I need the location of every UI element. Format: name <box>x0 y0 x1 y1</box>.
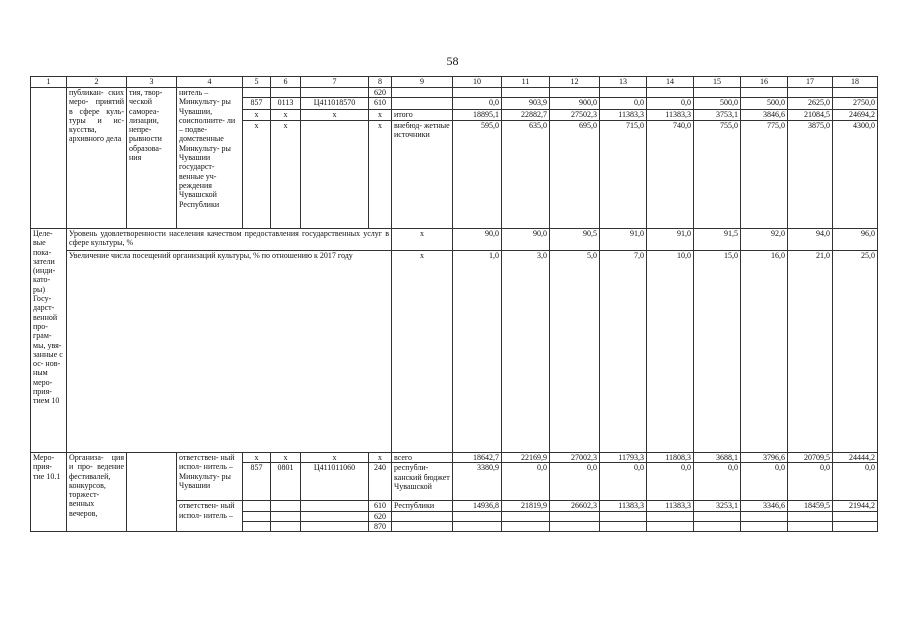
value-cell: 91,0 <box>647 229 694 251</box>
source-cell: внебюд- жетные источники <box>392 120 453 228</box>
value-cell: 3346,6 <box>741 501 788 511</box>
table-row <box>31 88 878 98</box>
value-cell: 0,0 <box>502 463 550 501</box>
value-cell: 15,0 <box>694 251 741 453</box>
value-cell <box>694 88 741 98</box>
expense-type-cell: 870 <box>369 521 392 531</box>
value-cell: 0,0 <box>694 463 741 501</box>
header-cell: 17 <box>788 77 833 88</box>
value-cell: 16,0 <box>741 251 788 453</box>
header-cell: 18 <box>833 77 878 88</box>
value-cell: 1,0 <box>453 251 502 453</box>
value-cell: 92,0 <box>741 229 788 251</box>
value-cell: 715,0 <box>600 120 647 228</box>
indicator-text-cell: Увеличение числа посещений организаций культуры, % по отношению к 2017 году <box>67 251 392 453</box>
header-cell: 10 <box>453 77 502 88</box>
value-cell: 27502,3 <box>550 110 600 120</box>
grbs-cell: x <box>243 453 271 463</box>
value-cell: 96,0 <box>833 229 878 251</box>
target-article-cell <box>301 521 369 531</box>
header-cell: 9 <box>392 77 453 88</box>
value-cell: 595,0 <box>453 120 502 228</box>
value-cell <box>502 88 550 98</box>
header-cell: 4 <box>177 77 243 88</box>
value-cell: 11808,3 <box>647 453 694 463</box>
executor-cell: ответствен- ный испол- нитель – <box>177 501 243 532</box>
budget-table <box>30 76 878 532</box>
value-cell: 90,0 <box>453 229 502 251</box>
value-cell <box>741 88 788 98</box>
source-cell: всего <box>392 453 453 463</box>
grbs-cell <box>243 501 271 511</box>
value-cell: 500,0 <box>741 98 788 110</box>
grbs-cell: x <box>243 110 271 120</box>
value-cell <box>694 521 741 531</box>
value-cell <box>647 521 694 531</box>
value-cell: 903,9 <box>502 98 550 110</box>
value-cell: 0,0 <box>647 463 694 501</box>
grbs-cell <box>243 511 271 521</box>
value-cell <box>647 88 694 98</box>
value-cell: 740,0 <box>647 120 694 228</box>
value-cell <box>833 88 878 98</box>
value-cell: 11383,3 <box>600 110 647 120</box>
value-cell: 11383,3 <box>647 110 694 120</box>
value-cell: 0,0 <box>453 98 502 110</box>
value-cell: 5,0 <box>550 251 600 453</box>
indicator-text-cell: Уровень удовлетворенности населения качеством предоставления государственных услуг в сфере культуры, % <box>67 229 392 251</box>
value-cell: 21944,2 <box>833 501 878 511</box>
grbs-cell <box>243 521 271 531</box>
value-cell: 0,0 <box>788 463 833 501</box>
value-cell: 2750,0 <box>833 98 878 110</box>
value-cell: 18642,7 <box>453 453 502 463</box>
target-article-cell: x <box>301 110 369 120</box>
value-cell <box>550 521 600 531</box>
section-cell: x <box>271 120 301 228</box>
expense-type-cell: 240 <box>369 463 392 501</box>
value-cell: 10,0 <box>647 251 694 453</box>
page-number: 58 <box>446 54 459 68</box>
value-cell: 0,0 <box>600 463 647 501</box>
value-cell: 90,0 <box>502 229 550 251</box>
value-cell: 91,0 <box>600 229 647 251</box>
section-cell <box>271 511 301 521</box>
source-cell <box>392 521 453 531</box>
header-cell: 13 <box>600 77 647 88</box>
target-article-cell: Ц411011060 <box>301 463 369 501</box>
value-cell: 635,0 <box>502 120 550 228</box>
source-cell: x <box>392 229 453 251</box>
header-cell: 1 <box>31 77 67 88</box>
header-row <box>31 77 878 88</box>
value-cell <box>453 88 502 98</box>
value-cell <box>502 521 550 531</box>
cell-empty <box>31 88 67 229</box>
header-cell: 3 <box>127 77 177 88</box>
value-cell: 755,0 <box>694 120 741 228</box>
value-cell <box>788 88 833 98</box>
measure-label-cell: Меро- прия- тие 10.1 <box>31 453 67 532</box>
source-cell <box>392 88 453 98</box>
cell-empty <box>127 453 177 532</box>
value-cell <box>600 88 647 98</box>
source-cell: Республики <box>392 501 453 511</box>
value-cell: 4300,0 <box>833 120 878 228</box>
table-row <box>31 251 878 453</box>
value-cell <box>502 511 550 521</box>
header-cell: 16 <box>741 77 788 88</box>
value-cell <box>453 511 502 521</box>
value-cell <box>600 521 647 531</box>
section-cell <box>271 88 301 98</box>
value-cell: 0,0 <box>833 463 878 501</box>
expense-type-cell: x <box>369 453 392 463</box>
expense-type-cell: 610 <box>369 98 392 110</box>
value-cell: 695,0 <box>550 120 600 228</box>
target-article-cell <box>301 511 369 521</box>
executor-cell: нитель – Минкульту- ры Чувашии, соисполните- ли – подве- домственные Минкульту- ры Чувашии государст- венные уч- реждения Чувашской Республики <box>177 88 243 229</box>
header-cell: 5 <box>243 77 271 88</box>
grbs-cell <box>243 88 271 98</box>
value-cell: 0,0 <box>647 98 694 110</box>
target-article-cell: x <box>301 453 369 463</box>
section-cell: 0801 <box>271 463 301 501</box>
value-cell: 18459,5 <box>788 501 833 511</box>
expense-type-cell: 610 <box>369 501 392 511</box>
value-cell: 900,0 <box>550 98 600 110</box>
value-cell <box>741 511 788 521</box>
header-cell: 8 <box>369 77 392 88</box>
source-cell <box>392 98 453 110</box>
value-cell <box>550 88 600 98</box>
value-cell: 24444,2 <box>833 453 878 463</box>
value-cell <box>833 521 878 531</box>
expense-type-cell: 620 <box>369 511 392 521</box>
executor-cell: ответствен- ный испол- нитель – Минкульту- ры Чувашии <box>177 453 243 501</box>
value-cell <box>647 511 694 521</box>
value-cell: 500,0 <box>694 98 741 110</box>
header-cell: 15 <box>694 77 741 88</box>
expense-type-cell: x <box>369 110 392 120</box>
target-article-cell <box>301 501 369 511</box>
target-article-cell <box>301 88 369 98</box>
table-row <box>31 453 878 463</box>
value-cell: 21084,5 <box>788 110 833 120</box>
section-cell: x <box>271 110 301 120</box>
grbs-cell: x <box>243 120 271 228</box>
value-cell: 91,5 <box>694 229 741 251</box>
value-cell <box>788 511 833 521</box>
value-cell: 18895,1 <box>453 110 502 120</box>
value-cell: 22882,7 <box>502 110 550 120</box>
value-cell: 3,0 <box>502 251 550 453</box>
value-cell: 0,0 <box>600 98 647 110</box>
value-cell: 0,0 <box>741 463 788 501</box>
goal-cell: тия, твор- ческой самореа- лизации, непре- рывности образова- ния <box>127 88 177 229</box>
value-cell: 11793,3 <box>600 453 647 463</box>
header-cell: 11 <box>502 77 550 88</box>
header-cell: 12 <box>550 77 600 88</box>
header-cell: 2 <box>67 77 127 88</box>
grbs-cell: 857 <box>243 463 271 501</box>
source-cell: x <box>392 251 453 453</box>
value-cell: 20709,5 <box>788 453 833 463</box>
measure-name-cell: Организа- ция и про- ведение фестивалей, конкурсов, торжест- венных вечеров, <box>67 453 127 532</box>
value-cell: 2625,0 <box>788 98 833 110</box>
header-cell: 7 <box>301 77 369 88</box>
section-cell <box>271 521 301 531</box>
value-cell <box>550 511 600 521</box>
value-cell: 11383,3 <box>600 501 647 511</box>
value-cell: 7,0 <box>600 251 647 453</box>
value-cell: 14936,8 <box>453 501 502 511</box>
value-cell: 3380,9 <box>453 463 502 501</box>
expense-type-cell: 620 <box>369 88 392 98</box>
value-cell <box>453 521 502 531</box>
section-cell: x <box>271 453 301 463</box>
value-cell: 11383,3 <box>647 501 694 511</box>
value-cell: 0,0 <box>550 463 600 501</box>
value-cell: 775,0 <box>741 120 788 228</box>
section-cell <box>271 501 301 511</box>
source-cell <box>392 511 453 521</box>
source-cell: итого <box>392 110 453 120</box>
value-cell: 90,5 <box>550 229 600 251</box>
value-cell: 3688,1 <box>694 453 741 463</box>
value-cell: 3753,1 <box>694 110 741 120</box>
value-cell <box>694 511 741 521</box>
value-cell: 24694,2 <box>833 110 878 120</box>
value-cell <box>833 511 878 521</box>
value-cell: 21,0 <box>788 251 833 453</box>
value-cell: 3796,6 <box>741 453 788 463</box>
value-cell: 25,0 <box>833 251 878 453</box>
indicators-label-cell: Целе- вые пока- затели (инди- като- ры) Госу- дарст- венной про- грам- мы, увя- занные с ос- нов- ным меро- прия- тием 10 <box>31 229 67 453</box>
value-cell <box>788 521 833 531</box>
section-cell: 0113 <box>271 98 301 110</box>
value-cell: 3253,1 <box>694 501 741 511</box>
measure-name-cell: публикан- ских меро- приятий в сфере куль- туры и ис- кусства, архивного дела <box>67 88 127 229</box>
value-cell: 94,0 <box>788 229 833 251</box>
target-article-cell <box>301 120 369 228</box>
grbs-cell: 857 <box>243 98 271 110</box>
header-cell: 6 <box>271 77 301 88</box>
source-cell: республи- канский бюджет Чувашской <box>392 463 453 501</box>
value-cell <box>600 511 647 521</box>
value-cell: 3875,0 <box>788 120 833 228</box>
value-cell: 26602,3 <box>550 501 600 511</box>
value-cell <box>741 521 788 531</box>
value-cell: 22169,9 <box>502 453 550 463</box>
expense-type-cell: x <box>369 120 392 228</box>
table-row <box>31 229 878 251</box>
value-cell: 3846,6 <box>741 110 788 120</box>
header-cell: 14 <box>647 77 694 88</box>
target-article-cell: Ц411018570 <box>301 98 369 110</box>
value-cell: 27002,3 <box>550 453 600 463</box>
value-cell: 21819,9 <box>502 501 550 511</box>
